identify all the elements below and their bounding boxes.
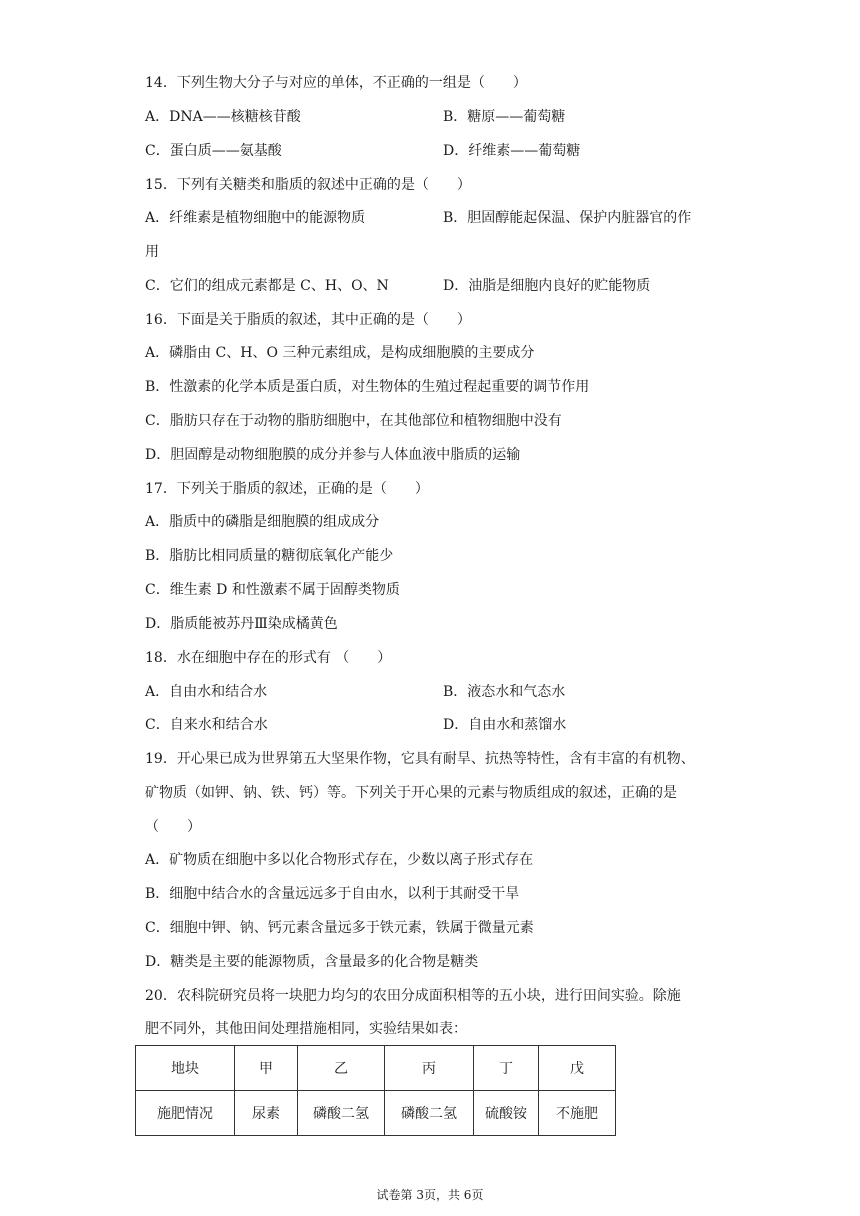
- q16-option-b: B．性激素的化学本质是蛋白质，对生物体的生殖过程起重要的调节作用: [145, 379, 590, 395]
- table-row: [136, 1091, 616, 1136]
- page-footer: 试卷第 3页，共 6页: [376, 1188, 484, 1202]
- q15-option-b-continued: 用: [145, 244, 159, 260]
- q14-option-d: D．纤维素——葡萄糖: [443, 143, 581, 159]
- q17-stem: 17．下列关于脂质的叙述，正确的是（ ）: [145, 481, 429, 497]
- q16-option-d: D．胆固醇是动物细胞膜的成分并参与人体血液中脂质的运输: [145, 447, 521, 463]
- q17-option-d: D．脂质能被苏丹Ⅲ染成橘黄色: [145, 616, 338, 632]
- table-cell: 磷酸二氢: [298, 1091, 385, 1136]
- table-cell: 硫酸铵: [474, 1091, 539, 1136]
- table-cell: 不施肥: [539, 1091, 616, 1136]
- q16-option-a: A．磷脂由 C、H、O 三种元素组成，是构成细胞膜的主要成分: [145, 345, 535, 361]
- q19-option-d: D．糖类是主要的能源物质，含量最多的化合物是糖类: [145, 954, 479, 970]
- q14-option-b: B．糖原——葡萄糖: [443, 109, 566, 125]
- q15-stem: 15．下列有关糖类和脂质的叙述中正确的是（ ）: [145, 177, 471, 193]
- q15-option-d: D．油脂是细胞内良好的贮能物质: [443, 278, 651, 294]
- table-cell: 施肥情况: [136, 1091, 235, 1136]
- q16-option-c: C．脂肪只存在于动物的脂肪细胞中，在其他部位和植物细胞中没有: [145, 413, 562, 429]
- q14-option-c: C．蛋白质——氨基酸: [145, 143, 282, 159]
- q18-stem: 18．水在细胞中存在的形式有 （ ）: [145, 650, 392, 666]
- q14-stem: 14．下列生物大分子与对应的单体，不正确的一组是（ ）: [145, 75, 527, 91]
- table-cell: 乙: [298, 1046, 385, 1091]
- fertilizer-table: [135, 1045, 616, 1136]
- q19-option-c: C．细胞中钾、钠、钙元素含量远多于铁元素，铁属于微量元素: [145, 920, 534, 936]
- q19-option-a: A．矿物质在细胞中多以化合物形式存在，少数以离子形式存在: [145, 852, 534, 868]
- q14-option-a: A．DNA——核糖核苷酸: [145, 109, 301, 125]
- q15-option-c: C．它们的组成元素都是 C、H、O、N: [145, 278, 389, 294]
- q19-stem-line2: 矿物质（如钾、钠、铁、钙）等。下列关于开心果的元素与物质组成的叙述，正确的是: [145, 785, 677, 801]
- table-cell: 地块: [136, 1046, 235, 1091]
- table-cell: 丁: [474, 1046, 539, 1091]
- q15-option-a: A．纤维素是植物细胞中的能源物质: [145, 210, 366, 226]
- q18-option-a: A．自由水和结合水: [145, 684, 268, 700]
- q17-option-c: C．维生素 D 和性激素不属于固醇类物质: [145, 582, 400, 598]
- q18-option-c: C．自来水和结合水: [145, 717, 268, 733]
- q19-stem-line3: （ ）: [145, 819, 201, 835]
- table-cell: 磷酸二氢: [385, 1091, 474, 1136]
- q15-option-b: B．胆固醇能起保温、保护内脏器官的作: [443, 210, 692, 226]
- table-cell: 戊: [539, 1046, 616, 1091]
- q18-option-d: D．自由水和蒸馏水: [443, 717, 567, 733]
- q17-option-b: B．脂肪比相同质量的糖彻底氧化产能少: [145, 548, 394, 564]
- table-cell: 丙: [385, 1046, 474, 1091]
- q19-option-b: B．细胞中结合水的含量远远多于自由水，以利于其耐受干旱: [145, 886, 520, 902]
- q19-stem-line1: 19．开心果已成为世界第五大坚果作物，它具有耐旱、抗热等特性，含有丰富的有机物、: [145, 751, 695, 767]
- table-cell: 甲: [235, 1046, 298, 1091]
- q17-option-a: A．脂质中的磷脂是细胞膜的组成成分: [145, 514, 380, 530]
- table-cell: 尿素: [235, 1091, 298, 1136]
- q18-option-b: B．液态水和气态水: [443, 684, 566, 700]
- table-header-row: [136, 1046, 616, 1091]
- q16-stem: 16．下面是关于脂质的叙述，其中正确的是（ ）: [145, 312, 471, 328]
- q20-stem-line1: 20．农科院研究员将一块肥力均匀的农田分成面积相等的五小块，进行田间实验。除施: [145, 988, 681, 1004]
- q20-stem-line2: 肥不同外，其他田间处理措施相同，实验结果如表：: [145, 1021, 467, 1037]
